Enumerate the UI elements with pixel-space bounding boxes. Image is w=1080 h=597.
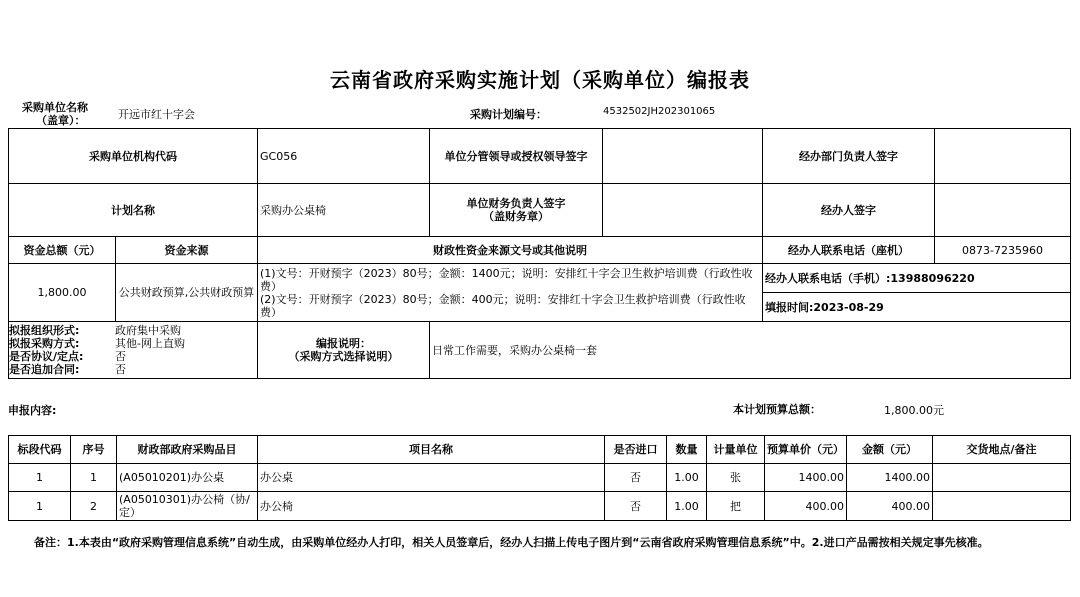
org-form-value: 政府集中采购 — [115, 324, 181, 337]
fund-total-label: 资金总额（元） — [9, 237, 116, 264]
plan-no-label: 采购计划编号： — [470, 108, 547, 121]
plan-name-label: 计划名称 — [9, 184, 258, 237]
cell-item-name: 办公椅 — [258, 492, 605, 521]
note-value: 日常工作需要，采购办公桌椅一套 — [430, 322, 1071, 379]
items-table — [8, 435, 1071, 521]
fiscal-doc-label: 财政性资金来源文号或其他说明 — [258, 237, 763, 264]
col-header-delivery: 交货地点/备注 — [933, 436, 1071, 464]
procurement-options — [9, 322, 258, 379]
cell-amount: 1400.00 — [847, 464, 933, 492]
handler-phone-value: 0873-7235960 — [935, 237, 1071, 264]
dept-head-sign-label: 经办部门负责人签字 — [763, 129, 935, 184]
cell-imported: 否 — [605, 464, 667, 492]
method-value: 其他-网上直购 — [115, 337, 185, 350]
unit-label-1: 采购单位名称 — [22, 101, 88, 114]
cell-section: 1 — [9, 492, 71, 521]
unit-value: 开远市红十字会 — [118, 108, 195, 121]
fund-source-value: 公共财政预算,公共财政预算 — [116, 264, 258, 322]
cell-seq: 1 — [71, 464, 117, 492]
mobile-label: 经办人联系电话（手机）: — [765, 271, 891, 285]
fiscal-doc-line-2: (2)文号：开财预字（2023）80号；金额：400元；说明：安排红十字会卫生救护培训费（行政性收费） — [260, 292, 746, 319]
cell-delivery — [933, 492, 1071, 521]
append-label: 是否追加合同: — [9, 363, 80, 376]
cell-section: 1 — [9, 464, 71, 492]
note-label — [258, 322, 430, 379]
leader-sign-value — [603, 129, 763, 184]
cell-imported: 否 — [605, 492, 667, 521]
col-header-imported: 是否进口 — [605, 436, 667, 464]
cell-delivery — [933, 464, 1071, 492]
fiscal-doc-line-1: (1)文号：开财预字（2023）80号；金额：1400元；说明：安排红十字会卫生救护培训费（行政性收费） — [260, 266, 753, 293]
dept-head-sign-value — [935, 129, 1071, 184]
page-title: 云南省政府采购实施计划（采购单位）编报表 — [330, 68, 750, 92]
note-label-line-2: （采购方式选择说明） — [288, 350, 399, 363]
date-value: 2023-08-29 — [813, 300, 884, 314]
org-code-label: 采购单位机构代码 — [9, 129, 258, 184]
col-header-section: 标段代码 — [9, 436, 71, 464]
cell-category: (A05010201)办公桌 — [117, 464, 258, 492]
handler-phone-label: 经办人联系电话（座机） — [763, 237, 935, 264]
cell-amount: 400.00 — [847, 492, 933, 521]
mobile-row — [763, 264, 1071, 293]
mobile-value: 13988096220 — [890, 271, 975, 285]
cell-quantity: 1.00 — [667, 464, 707, 492]
col-header-unit-price: 预算单价（元） — [765, 436, 847, 464]
date-label: 填报时间: — [765, 300, 814, 314]
fund-source-label: 资金来源 — [116, 237, 258, 264]
finance-sign-value — [603, 184, 763, 237]
fiscal-doc-value — [258, 264, 763, 322]
unit-label-2: （盖章）： — [36, 114, 86, 127]
col-header-amount: 金额（元） — [847, 436, 933, 464]
col-header-category: 财政部政府采购品目 — [117, 436, 258, 464]
content-label: 申报内容: — [8, 404, 57, 417]
cell-unit-price: 1400.00 — [765, 464, 847, 492]
method-label: 拟报采购方式: — [9, 337, 80, 350]
plan-name-value: 采购办公桌椅 — [258, 184, 430, 237]
main-table — [8, 128, 1071, 379]
org-form-label: 拟报组织形式: — [9, 324, 80, 337]
col-header-item-name: 项目名称 — [258, 436, 605, 464]
cell-item-name: 办公桌 — [258, 464, 605, 492]
agreement-value: 否 — [115, 350, 126, 363]
cell-unit: 张 — [707, 464, 765, 492]
org-code-value: GC056 — [258, 129, 430, 184]
table-row — [9, 492, 1071, 521]
handler-sign-label: 经办人签字 — [763, 184, 935, 237]
budget-value: 1,800.00元 — [884, 404, 944, 417]
finance-sign-label — [430, 184, 603, 237]
col-header-seq: 序号 — [71, 436, 117, 464]
cell-unit-price: 400.00 — [765, 492, 847, 521]
col-header-quantity: 数量 — [667, 436, 707, 464]
cell-unit: 把 — [707, 492, 765, 521]
finance-sign-label-line-1: 单位财务负责人签字 — [466, 197, 566, 210]
budget-label: 本计划预算总额： — [733, 403, 821, 416]
date-row — [763, 293, 1071, 322]
cell-quantity: 1.00 — [667, 492, 707, 521]
cell-seq: 2 — [71, 492, 117, 521]
items-header-row — [9, 436, 1071, 464]
leader-sign-label: 单位分管领导或授权领导签字 — [430, 129, 603, 184]
cell-category: (A05010301)办公椅（协/定） — [117, 492, 258, 521]
agreement-label: 是否协议/定点: — [9, 350, 84, 363]
note-label-line-1: 编报说明： — [316, 337, 371, 350]
col-header-unit: 计量单位 — [707, 436, 765, 464]
footer-note: 备注：1.本表由“政府采购管理信息系统”自动生成，由采购单位经办人打印，相关人员签章后，经办人扫描上传电子图片到“云南省政府采购管理信息系统”中。2.进口产品需按相关规定事先核准。 — [34, 536, 989, 549]
append-value: 否 — [115, 363, 126, 376]
plan-no-value: 4532502JH202301065 — [603, 106, 716, 117]
handler-sign-value — [935, 184, 1071, 237]
fund-total-value: 1,800.00 — [9, 264, 116, 322]
table-row — [9, 464, 1071, 492]
finance-sign-label-line-2: （盖财务章） — [483, 210, 549, 223]
